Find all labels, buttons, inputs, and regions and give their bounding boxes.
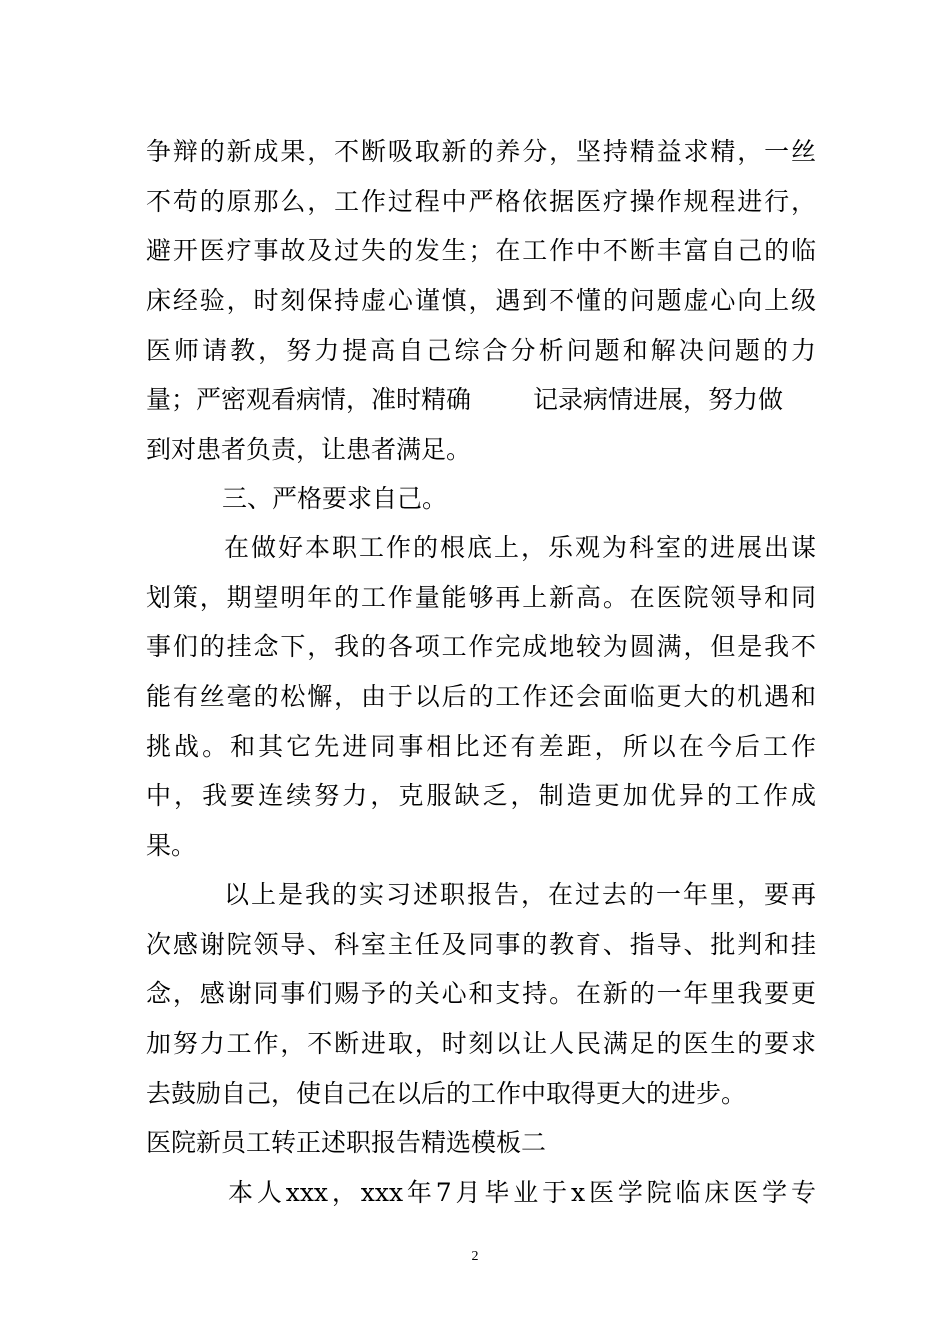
paragraph-line: 划策，期望明年的工作量能够再上新高。在医院领导和同 [146,583,816,612]
paragraph-line-split [146,385,816,415]
paragraph-line: 加努力工作，不断进取，时刻以让人民满足的医生的要求 [146,1029,816,1058]
paragraph-line: 去鼓励自己，使自己在以后的工作中取得更大的进步。 [146,1079,747,1108]
paragraph-line: 医师请教，努力提高自己综合分析问题和解决问题的力 [146,336,816,365]
paragraph-line: 争辩的新成果，不断吸取新的养分，坚持精益求精，一丝 [146,137,816,166]
paragraph-line: 避开医疗事故及过失的发生；在工作中不断丰富自己的临 [146,236,816,265]
paragraph-line: 挑战。和其它先进同事相比还有差距，所以在今后工作 [146,732,816,761]
paragraph-line: 床经验，时刻保持虚心谨慎，遇到不懂的问题虚心向上级 [146,286,816,315]
page-number: 2 [471,1249,479,1264]
section-heading: 三、严格要求自己。 [222,484,448,513]
template-title: 医院新员工转正述职报告精选模板二 [146,1128,547,1157]
paragraph-line: 事们的挂念下，我的各项工作完成地较为圆满，但是我不 [146,632,816,661]
paragraph-line-part: 量；严密观看病情，准时精确 [146,385,472,414]
paragraph-line: 中，我要连续努力，克服缺乏，制造更加优异的工作成 [146,781,816,810]
paragraph-line: 本人xxx，xxx年7月毕业于x医学院临床医学专 [228,1178,816,1207]
paragraph-line: 次感谢院领导、科室主任及同事的教育、指导、批判和挂 [146,930,816,959]
paragraph-line: 到对患者负责，让患者满足。 [146,435,472,464]
paragraph-line: 以上是我的实习述职报告，在过去的一年里，要再 [224,880,816,909]
paragraph-line-part: 记录病情进展，努力做 [533,385,784,414]
paragraph-line: 不苟的原那么，工作过程中严格依据医疗操作规程进行， [146,187,816,216]
paragraph-line: 念，感谢同事们赐予的关心和支持。在新的一年里我要更 [146,979,816,1008]
paragraph-line: 在做好本职工作的根底上，乐观为科室的进展出谋 [224,533,816,562]
paragraph-line: 果。 [146,831,197,860]
paragraph-line: 能有丝毫的松懈，由于以后的工作还会面临更大的机遇和 [146,682,816,711]
